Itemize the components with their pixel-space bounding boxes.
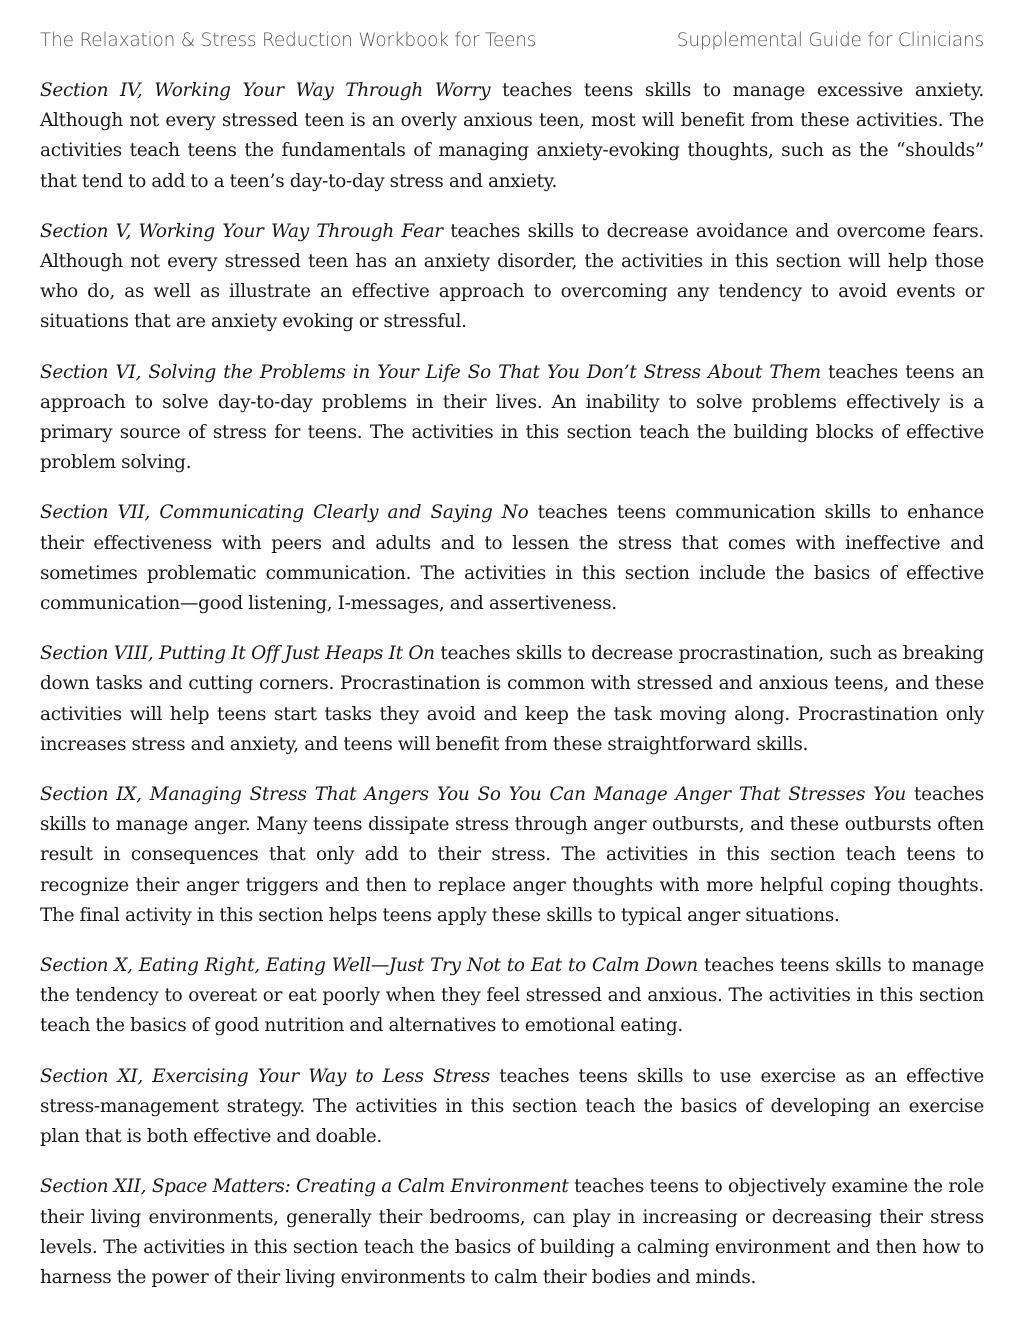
- section-description: teaches skills to decrease procrastination, such as breaking down tasks and cutting corners. Procrastination is common with stressed and anxious teens, and these activities will help teens start tasks they avoid and keep the task moving along. Procrastination only increases stress and anxiety, and teens will benefit from these straightforward skills.: [40, 643, 984, 755]
- section-ix-paragraph: [40, 780, 984, 931]
- section-title: Section IV, Working Your Way Through Worry: [40, 80, 491, 101]
- section-vii-paragraph: [40, 498, 984, 619]
- section-title: Section VI, Solving the Problems in Your Life So That You Don’t Stress About Them: [40, 361, 821, 383]
- section-title: Section V, Working Your Way Through Fear: [40, 220, 443, 242]
- section-description: teaches teens to objectively examine the role their living environments, generally their bedrooms, can play in increasing or decreasing their stress levels. The activities in this section teach the basics of building a calming environment and then how to harness the power of their living environments to calm their bodies and minds.: [40, 1176, 984, 1288]
- running-header: [40, 26, 984, 54]
- section-description: teaches teens communication skills to enhance their effectiveness with peers and adults and to lessen the stress that comes with ineffective and sometimes problematic communication. The activities in this section include the basics of effective communication—good listening, I-messages, and assertiveness.: [40, 502, 984, 615]
- section-title: Section VIII, Putting It Off Just Heaps It On: [40, 643, 435, 665]
- section-description: teaches teens an approach to solve day-to-day problems in their lives. An inability to solve problems effectively is a primary source of stress for teens. The activities in this section teach the building blocks of effective problem solving.: [40, 361, 984, 474]
- section-description: teaches skills to manage anger. Many teens dissipate stress through anger outbursts, and these outbursts often result in consequences that only add to their stress. The activities in this section teach teens to recognize their anger triggers and then to replace anger thoughts with more helpful coping thoughts. The final activity in this section helps teens apply these skills to typical anger situations.: [40, 784, 984, 926]
- section-title: Section VII, Communicating Clearly and Saying No: [40, 502, 529, 524]
- header-guide-title: Supplemental Guide for Clinicians: [676, 29, 984, 51]
- section-v-paragraph: [40, 217, 984, 338]
- body-text: [40, 76, 984, 1313]
- section-x-paragraph: [40, 951, 984, 1042]
- section-title: Section XI, Exercising Your Way to Less Stress: [40, 1065, 490, 1087]
- section-description: teaches teens skills to use exercise as an effective stress-management strategy. The activities in this section teach the basics of developing an exercise plan that is both effective and doable.: [40, 1065, 985, 1148]
- section-iv-paragraph: [40, 76, 984, 197]
- section-title: Section X, Eating Right, Eating Well—Just Try Not to Eat to Calm Down: [40, 955, 698, 977]
- section-description: teaches teens skills to manage the tendency to overeat or eat poorly when they feel stressed and anxious. The activities in this section teach the basics of good nutrition and alternatives to emotional eating.: [40, 955, 984, 1037]
- section-vi-paragraph: [40, 358, 984, 479]
- section-description: teaches skills to decrease avoidance and overcome fears. Although not every stressed teen has an anxiety disorder, the activities in this section will help those who do, as well as illustrate an effective approach to overcoming any tendency to avoid events or situations that are anxiety evoking or stressful.: [40, 220, 984, 333]
- section-xii-paragraph: [40, 1172, 984, 1293]
- header-book-title: The Relaxation & Stress Reduction Workbook for Teens: [40, 29, 537, 51]
- section-description: teaches teens skills to manage excessive anxiety. Although not every stressed teen is an overly anxious teen, most will benefit from these activities. The activities teach teens the fundamentals of managing anxiety-evoking thoughts, such as the “shoulds” that tend to add to a teen’s day-to-day stress and anxiety.: [40, 80, 984, 192]
- section-xi-paragraph: [40, 1062, 984, 1153]
- section-title: Section XII, Space Matters: Creating a Calm Environment: [40, 1176, 569, 1198]
- section-title: Section IX, Managing Stress That Angers You So You Can Manage Anger That Stresses You: [40, 784, 906, 806]
- section-viii-paragraph: [40, 639, 984, 760]
